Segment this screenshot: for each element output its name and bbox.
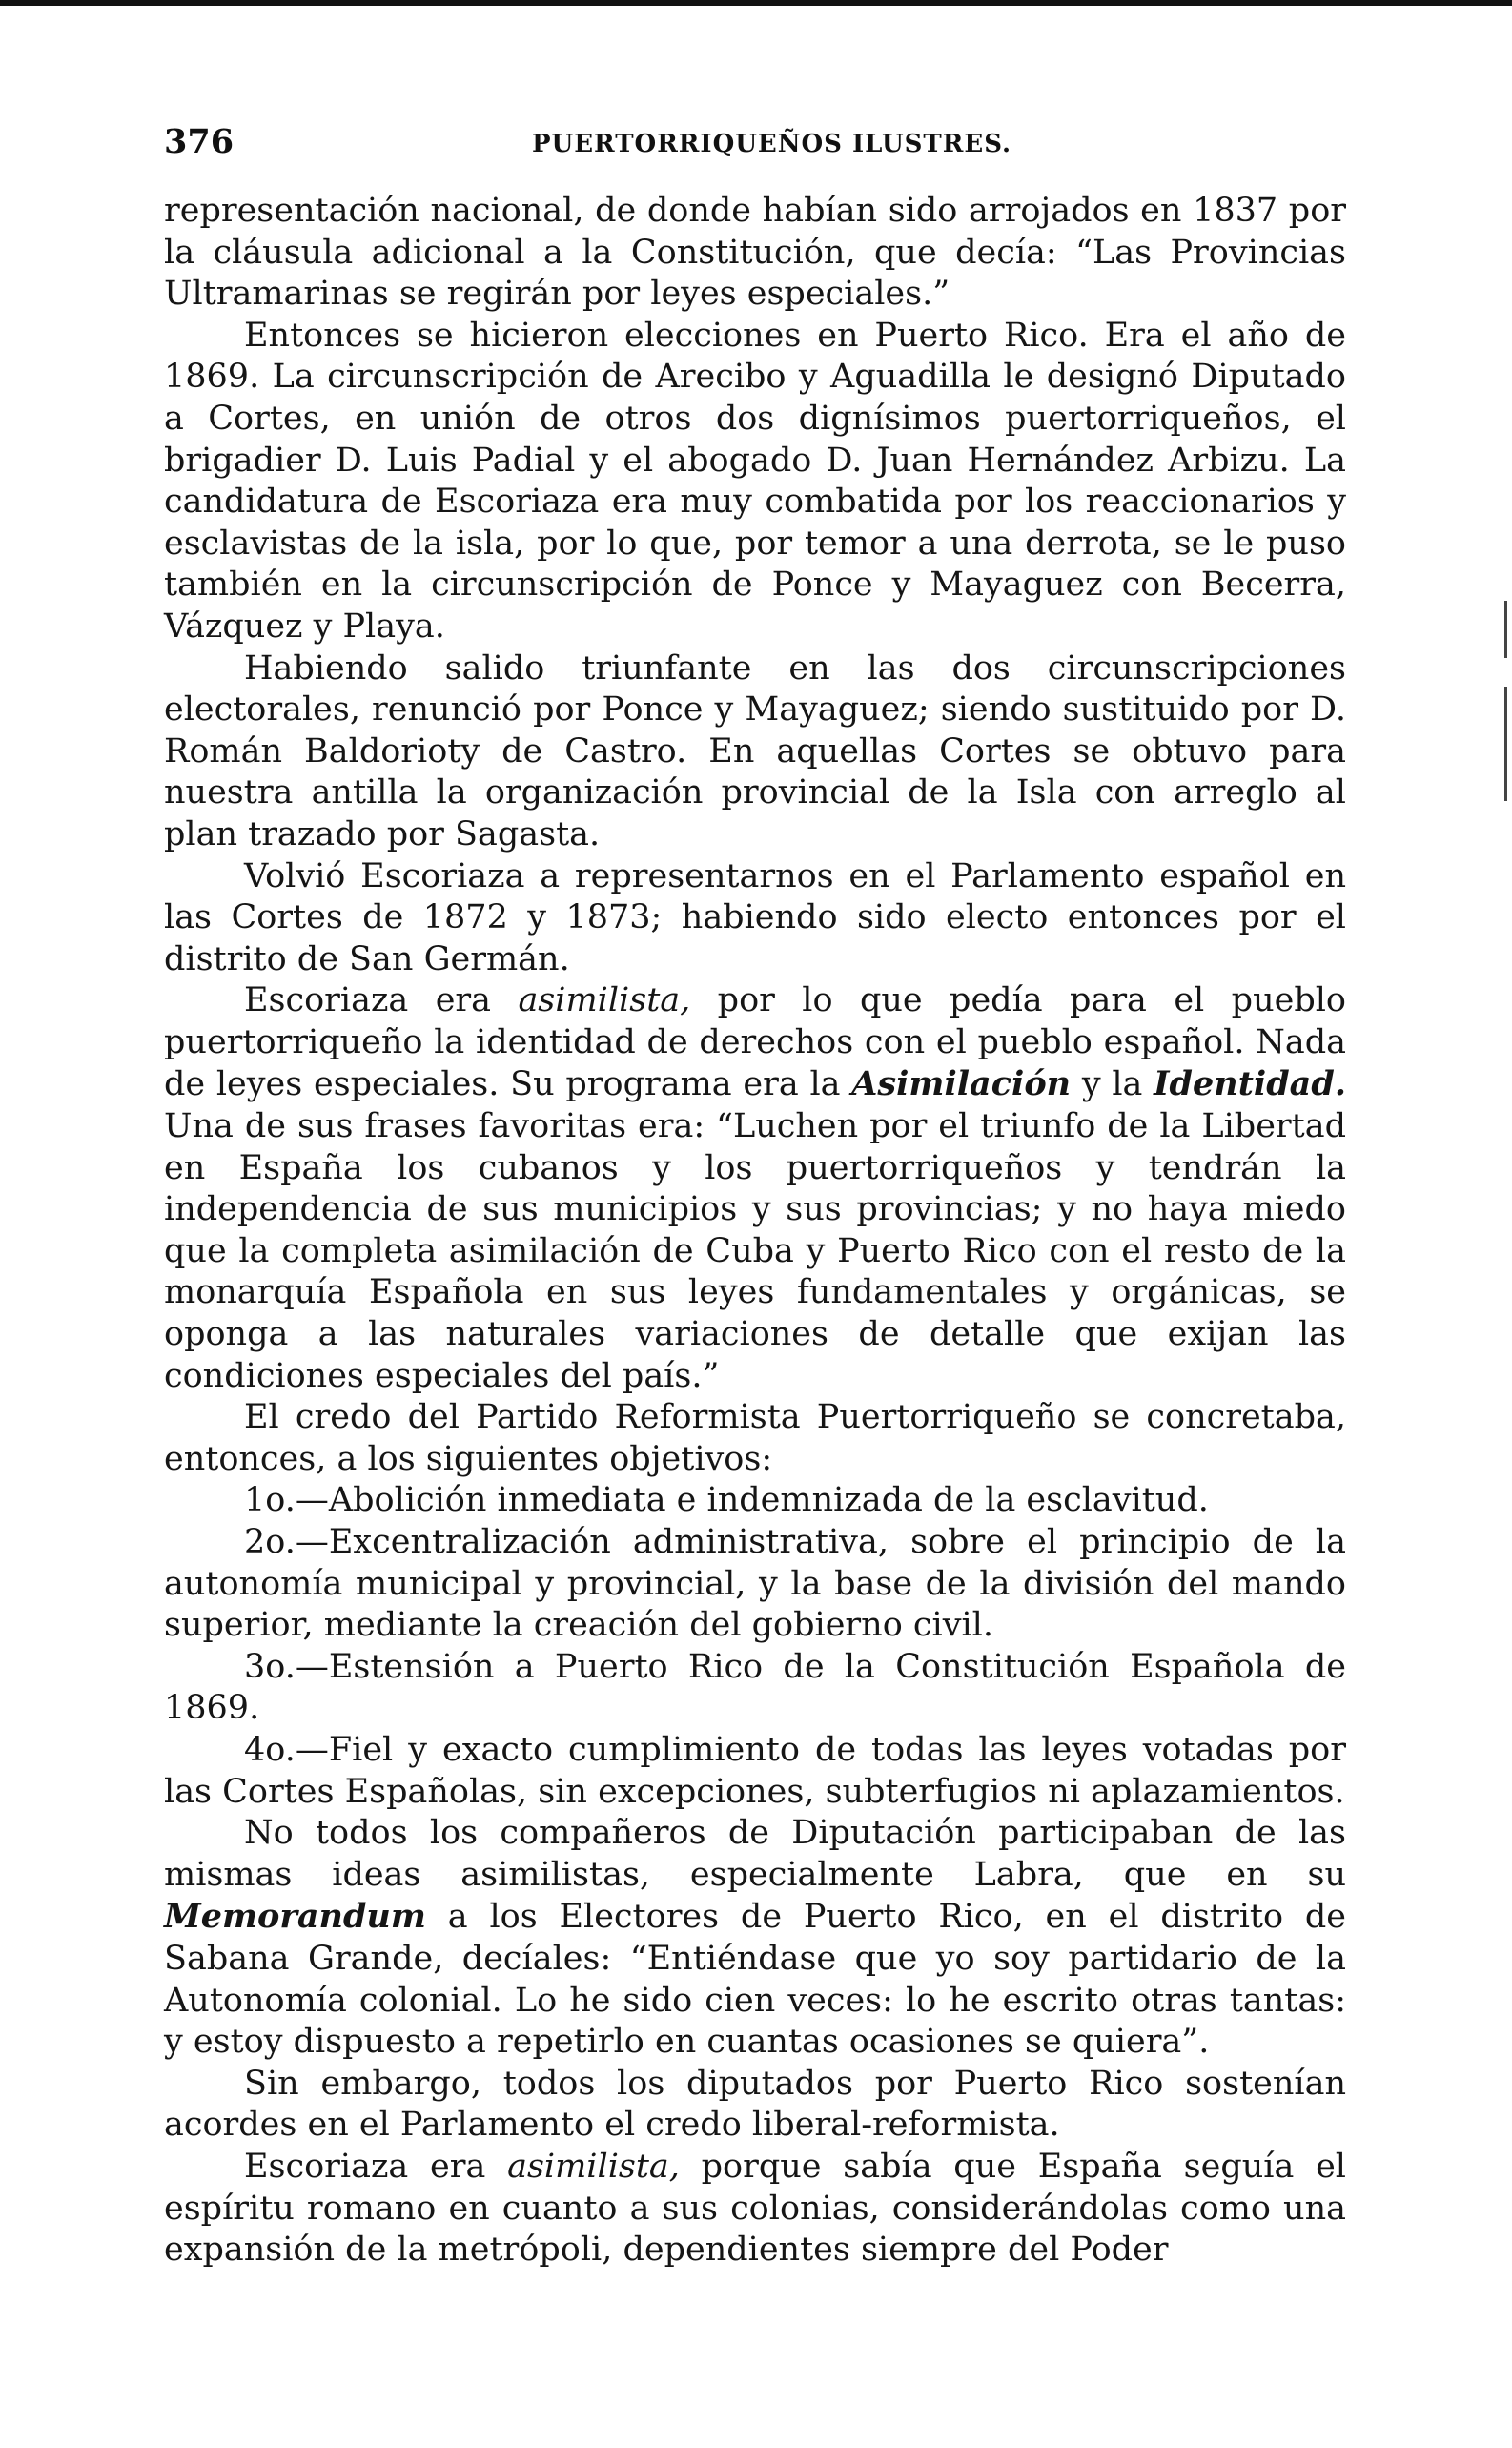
paragraph-9-italic-asimilista: asimilista, — [507, 2147, 680, 2186]
paragraph-7 — [164, 1813, 1346, 2064]
paragraph-5-italic-identidad: Identidad. — [1154, 1064, 1347, 1104]
paragraph-1: representación nacional, de donde habían sido arrojados en 1837 por la cláusula adicional a la Constitución, que decía: “Las Provincias Ultramarinas se regirán por leyes especiales.” — [164, 192, 1346, 314]
paragraph-6: El credo del Partido Reformista Puertorriqueño se concretaba, entonces, a los siguientes objetivos: — [164, 1398, 1346, 1478]
list-item-4: 4o.—Fiel y exacto cumplimiento de todas las leyes votadas por las Cortes Españolas, sin excepciones, subterfugios ni aplazamientos. — [164, 1730, 1346, 1811]
top-edge-rule — [0, 0, 1512, 6]
paragraph-3: Habiendo salido triunfante en las dos circunscripciones electorales, renunció por Ponce y Mayaguez; siendo sustituido por D. Román Baldorioty de Castro. En aquellas Cortes se obtuvo para nuestra antilla la organización provincial de la Isla con arreglo al plan trazado por Sagasta. — [164, 648, 1346, 854]
scan-edge-mark — [1504, 601, 1507, 658]
paragraph-5 — [164, 980, 1346, 1397]
paragraph-5-italic-asimilacion: Asimilación — [851, 1064, 1072, 1104]
paragraph-5-text-a: Escoriaza era — [244, 981, 519, 1020]
paragraph-5-text-e: y la — [1071, 1065, 1154, 1104]
running-title: PUERTORRIQUEÑOS ILUSTRES. — [532, 130, 1012, 158]
paragraph-4: Volvió Escoriaza a representarnos en el Parlamento español en las Cortes de 1872 y 1873; habiendo sido electo entonces por el distrito de San Germán. — [164, 856, 1346, 978]
list-item-1: 1o.—Abolición inmediata e indemnizada de la esclavitud. — [244, 1481, 1209, 1520]
paragraph-5-text-c: por lo que pedía para el pueblo puertorriqueño la identidad de derechos con el pueblo español. Nada de leyes especiales. Su programa era la — [164, 981, 1346, 1104]
paragraph-2: Entonces se hicieron elecciones en Puerto Rico. Era el año de 1869. La circunscripción de Arecibo y Aguadilla le designó Diputado a Cortes, en unión de otros dos dignísimos puertorriqueños, el brigadier D. Luis Padial y el abogado D. Juan Hernández Arbizu. La candidatura de Escoriaza era muy combatida por los reaccionarios y esclavistas de la isla, por lo que, por temor a una derrota, se le puso también en la circunscripción de Ponce y Mayaguez con Becerra, Vázquez y Playa. — [164, 316, 1346, 646]
scan-edge-mark — [1504, 687, 1507, 801]
page-header — [164, 122, 1346, 170]
paragraph-5-italic-asimilista: asimilista, — [518, 981, 691, 1020]
paragraph-9 — [164, 2147, 1346, 2272]
paragraph-5-text-g: Una de sus frases favoritas era: “Luchen por el triunfo de la Libertad en España los cubanos y los puertorriqueños y tendrán la independencia de sus municipios y sus provincias; y no haya miedo que la completa asimilación de Cuba y Puerto Rico con el resto de la monarquía Española en sus leyes fundamentales y orgánicas, se oponga a las naturales variaciones de detalle que exijan las condiciones especiales del país.” — [164, 1107, 1346, 1395]
list-item-3: 3o.—Estensión a Puerto Rico de la Constitución Española de 1869. — [164, 1647, 1346, 1728]
page-number: 376 — [164, 122, 235, 161]
paragraph-9-text-c: porque sabía que España seguía el espíritu romano en cuanto a sus colonias, considerándolas como una expansión de la metrópoli, dependientes siempre del Poder — [164, 2147, 1346, 2270]
list-item-2: 2o.—Excentralización administrativa, sobre el principio de la autonomía municipal y provincial, y la base de la división del mando superior, mediante la creación del gobierno civil. — [164, 1523, 1346, 1645]
paragraph-7-text-c: a los Electores de Puerto Rico, en el distrito de Sabana Grande, decíales: “Entiéndase que yo soy partidario de la Autonomía colonial. Lo he sido cien veces: lo he escrito otras tantas: y estoy dispuesto a repetirlo en cuantas ocasiones se quiera”. — [164, 1898, 1346, 2062]
paragraph-7-text-a: No todos los compañeros de Diputación participaban de las mismas ideas asimilistas, especialmente Labra, que en su — [164, 1814, 1346, 1894]
body-text — [164, 191, 1346, 2272]
paragraph-7-italic-memorandum: Memorandum — [164, 1897, 426, 1937]
paragraph-9-text-a: Escoriaza era — [244, 2147, 508, 2186]
paragraph-8: Sin embargo, todos los diputados por Puerto Rico sostenían acordes en el Parlamento el credo liberal-reformista. — [164, 2064, 1346, 2145]
